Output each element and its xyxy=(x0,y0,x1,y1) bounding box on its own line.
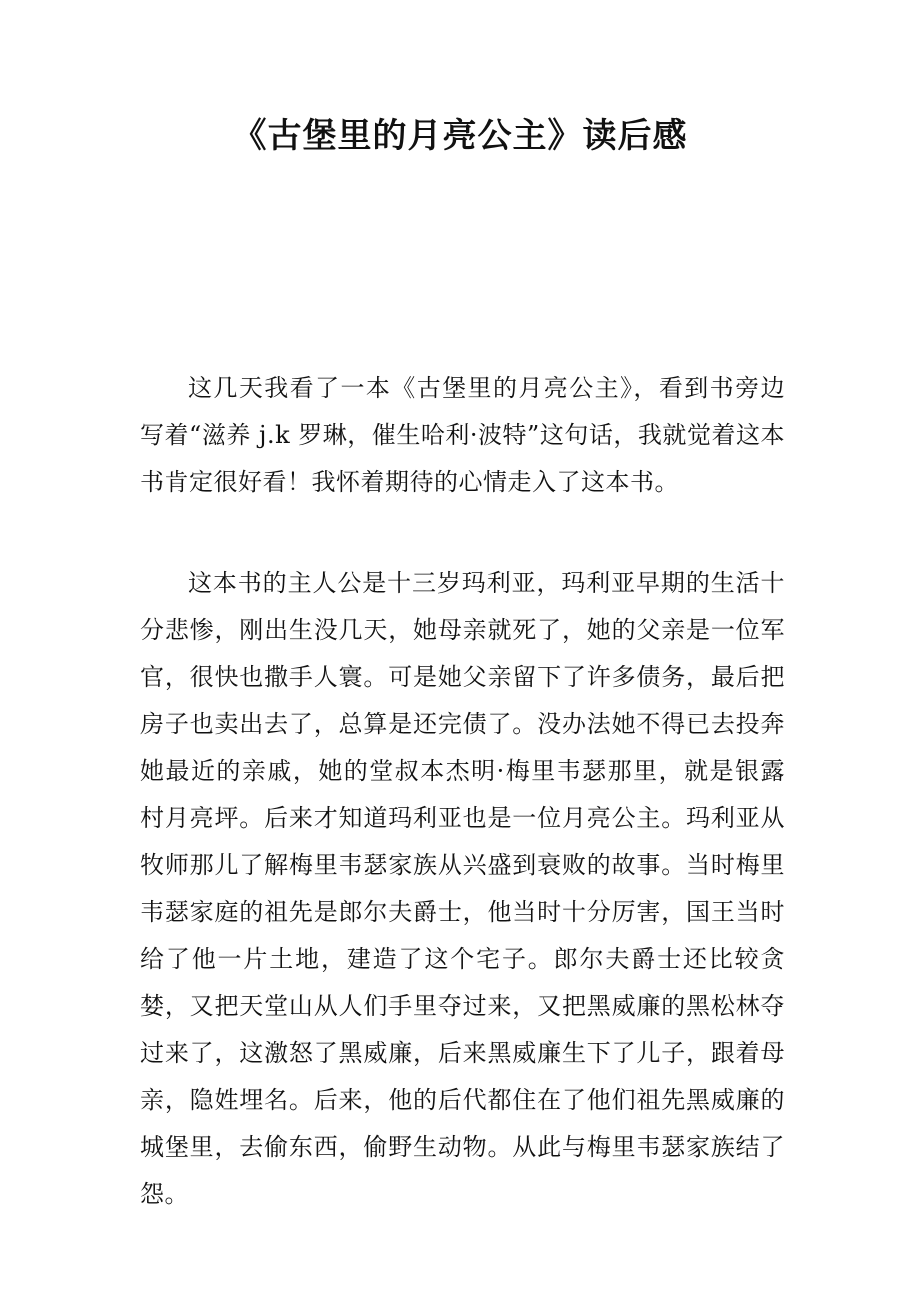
paragraph-2: 这本书的主人公是十三岁玛利亚，玛利亚早期的生活十分悲惨，刚出生没几天，她母亲就死了，她的父亲是一位军官，很快也撒手人寰。可是她父亲留下了许多债务，最后把房子也卖出去了，总算是还完债了。没办法她不得已去投奔她最近的亲戚，她的堂叔本杰明·梅里韦瑟那里，就是银露村月亮坪。后来才知道玛利亚也是一位月亮公主。玛利亚从牧师那儿了解梅里韦瑟家族从兴盛到衰败的故事。当时梅里韦瑟家庭的祖先是郎尔夫爵士，他当时十分厉害，国王当时给了他一片土地，建造了这个宅子。郎尔夫爵士还比较贪婪，又把天堂山从人们手里夺过来，又把黑威廉的黑松林夺过来了，这激怒了黑威廉，后来黑威廉生下了儿子，跟着母亲，隐姓埋名。后来，他的后代都住在了他们祖先黑威廉的城堡里，去偷东西，偷野生动物。从此与梅里韦瑟家族结了怨。 xyxy=(140,569,785,1208)
document-title: 《古堡里的月亮公主》读后感 xyxy=(232,116,688,156)
paragraph-1: 这几天我看了一本《古堡里的月亮公主》，看到书旁边写着“滋养 j.k 罗琳，催生哈利·波特”这句话，我就觉着这本书肯定很好看！我怀着期待的心情走入了这本书。 xyxy=(140,374,785,496)
